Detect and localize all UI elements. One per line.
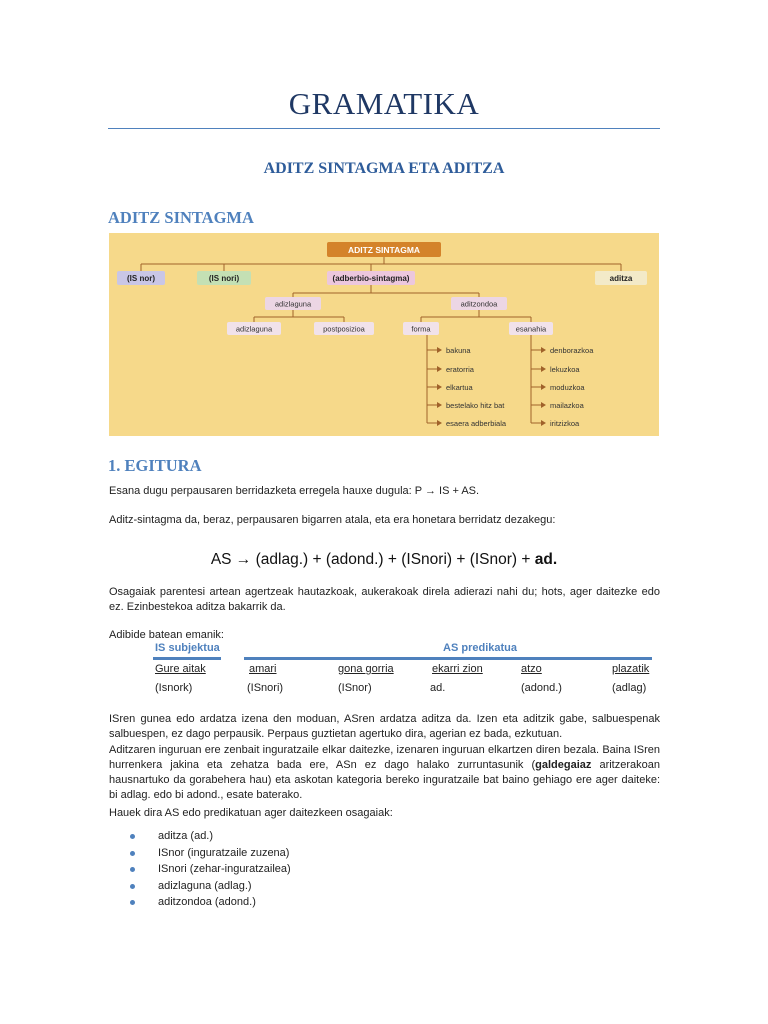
bullet-icon [130,900,135,905]
paragraph-aditz-sintagma: Aditz-sintagma da, beraz, perpausaren bigarren atala, eta era honetara berridatz dezakegu: [109,514,556,526]
aditz-sintagma-diagram [109,233,659,436]
paragraph-aditzaren-inguruan-part2: aritzerakoan hausnartuko da gorabehera hau) eta askotan kategoria bereko inguratzaile bat baino gehiago ere ager daiteke: bi adlag. edo bi adond., esate baterako. [109,759,660,801]
example-word: Gure aitak [155,663,206,675]
as-formula-bold: ad. [534,551,558,568]
list-item-text: aditza (ad.) [158,830,214,842]
diagram-node-postposizioa: postposizioa [323,324,365,334]
diagram-esanahia-item: mailazkoa [550,401,584,410]
list-item-text: aditzondoa (adond.) [158,896,256,908]
diagram-node-adizlaguna: adizlaguna [274,299,312,309]
as-components-list [130,828,291,911]
diagram-esanahia-item: denborazkoa [550,346,594,355]
diagram-forma-item: bakuna [446,346,471,355]
diagram-node-adberbio-sintagma: (adberbio-sintagma) [332,274,410,283]
page-title: GRAMATIKA [288,86,480,121]
example-is-label: IS subjektua [155,642,220,654]
list-item [130,828,291,845]
diagram-forma-item: esaera adberbiala [446,419,507,428]
paragraph-rewrite-rule: Esana dugu perpausaren berridazketa erregela hauxe dugula: P → IS + AS. [109,485,480,497]
list-item [130,894,291,911]
diagram-node-forma: forma [411,324,431,334]
as-formula-main: AS → (adlag.) + (adond.) + (ISnori) + (ISnor) + [210,551,535,568]
diagram-node-is-nor: (IS nor) [127,274,155,283]
diagram-forma-item: elkartua [446,383,473,392]
example-tag: (ISnori) [247,682,284,694]
diagram-node-is-nori: (IS nori) [208,274,240,283]
example-word: ekarri zion [432,663,483,675]
example-is-bar [153,657,221,660]
paragraph-isren-gunea: ISren gunea edo ardatza izena den moduan, ASren ardatza aditza da. Izen eta aditzik gabe, salbuespenak salbuespen, ez dago perpausik. Perpaus guztietan agertuko dira, agerian ez bada, ezkutuan. [109,713,660,740]
diagram-node-esanahia: esanahia [515,324,547,334]
bullet-icon [130,884,135,889]
example-word: gona gorria [338,663,394,675]
bullet-icon [130,851,135,856]
example-tag: ad. [430,682,446,694]
example-tag: (ISnor) [338,682,372,694]
example-tag: (Isnork) [155,682,193,694]
section-heading-aditz-sintagma: ADITZ SINTAGMA [108,208,254,227]
paragraph-osagaiak: Osagaiak parentesi artean agertzeak hautazkoak, aukerakoak direla adierazi nahi du; hots, ager daitezke edo ez. Ezinbestekoa aditza bakarrik da. [109,586,660,613]
diagram-node-aditza: aditza [609,274,633,283]
as-formula [0,551,768,569]
example-as-label: AS predikatua [443,642,517,654]
diagram-node-aditzondoa: aditzondoa [460,299,498,309]
list-item-text: adizlaguna (adlag.) [158,879,252,892]
bullet-icon [130,867,135,872]
paragraph-aditzaren-inguruan [109,743,660,803]
list-item-text: ISnori (zehar-inguratzailea) [158,863,291,875]
diagram-node-adizlaguna-child: adizlaguna [235,324,273,334]
diagram-forma-item: bestelako hitz bat [446,401,505,410]
paragraph-hauek-dira: Hauek dira AS edo predikatuan ager daitezkeen osagaiak: [109,807,393,819]
diagram-esanahia-item: moduzkoa [550,383,585,392]
title-divider [108,128,660,129]
galdegaiaz-term: galdegaiaz [535,759,592,771]
diagram-root-label: ADITZ SINTAGMA [347,245,421,255]
document-subtitle: ADITZ SINTAGMA ETA ADITZA [263,160,505,177]
diagram-forma-item: eratorria [446,365,474,374]
example-word: plazatik [612,663,650,675]
diagram-esanahia-item: iritzizkoa [550,419,580,428]
diagram-esanahia-item: lekuzkoa [550,365,580,374]
list-item [130,845,291,862]
example-word: amari [249,663,277,675]
paragraph-aditzaren-inguruan-part1: Aditzaren inguruan ere zenbait inguratzaile elkar daitezke, izenaren inguruan elkartzen diren bezala. Baina ISren hurrenkera jakina eta zehatza bada ere, ASn ez dago halako zurruntasunik ( [109,744,660,771]
example-tag: (adond.) [521,682,562,694]
list-item [130,861,291,878]
list-item [130,878,291,895]
bullet-icon [130,834,135,839]
example-tag: (adlag) [612,682,647,694]
example-word: atzo [521,663,542,675]
example-as-bar [244,657,652,660]
list-item-text: ISnor (inguratzaile zuzena) [158,846,290,859]
section-heading-egitura: 1. EGITURA [108,456,202,475]
paragraph-adibide: Adibide batean emanik: [109,629,224,641]
